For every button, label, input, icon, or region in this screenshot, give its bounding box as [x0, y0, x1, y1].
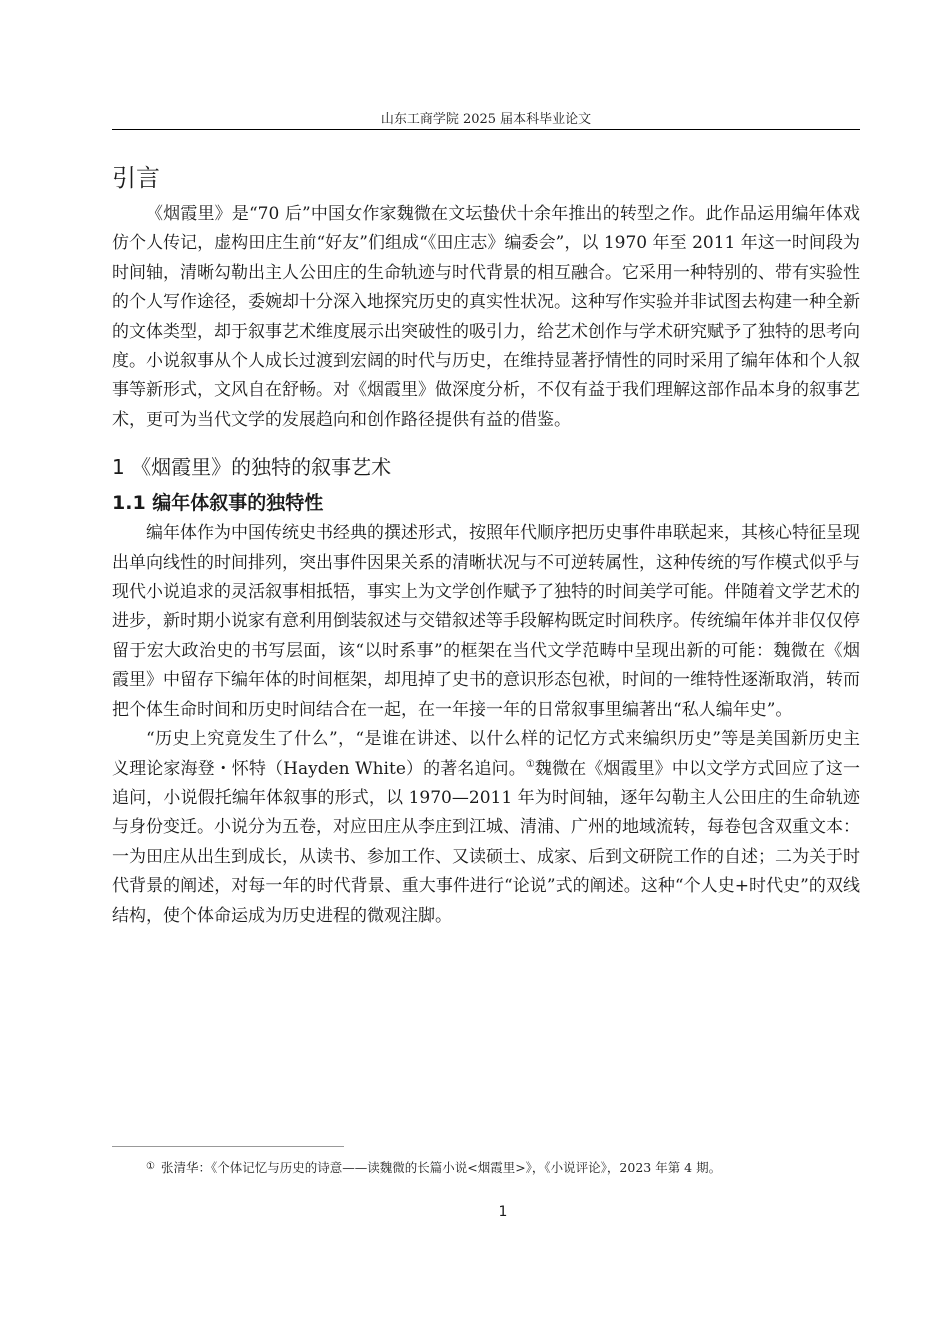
- section-1-1-paragraph-2: [112, 725, 860, 931]
- section-1-heading: 1 《烟霞里》的独特的叙事艺术: [112, 455, 392, 480]
- intro-paragraph: 《烟霞里》是“70 后”中国女作家魏微在文坛蛰伏十余年推出的转型之作。此作品运用编年体戏仿个人传记，虚构田庄生前“好友”们组成“《田庄志》编委会”，以 1970 年至 2011 年这一时间段为时间轴，清晰勾勒出主人公田庄的生命轨迹与时代背景的相互融合。它采用一种特别的、带有实验性的个人写作途径，委婉却十分深入地探究历史的真实性状况。这种写作实验并非试图去构建一种全新的文体类型，却于叙事艺术维度展示出突破性的吸引力，给艺术创作与学术研究赋予了独特的思考向度。小说叙事从个人成长过渡到宏阔的时代与历史，在维持显著抒情性的同时采用了编年体和个人叙事等新形式，文风自在舒畅。对《烟霞里》做深度分析，不仅有益于我们理解这部作品本身的叙事艺术，更可为当代文学的发展趋向和创作路径提供有益的借鉴。: [112, 204, 860, 430]
- section-1-1-paragraph-1: 编年体作为中国传统史书经典的撰述形式，按照年代顺序把历史事件串联起来，其核心特征呈现出单向线性的时间排列，突出事件因果关系的清晰状况与不可逆转属性，这种传统的写作模式似乎与现代小说追求的灵活叙事相抵牾，事实上为文学创作赋予了独特的时间美学可能。伴随着文学艺术的进步，新时期小说家有意利用倒装叙述与交错叙述等手段解构既定时间秩序。传统编年体并非仅仅停留于宏大政治史的书写层面，该“以时系事”的框架在当代文学范畴中呈现出新的可能：魏微在《烟霞里》中留存下编年体的时间框架，却甩掉了史书的意识形态包袱，时间的一维特性逐渐取消，转而把个体生命时间和历史时间结合在一起，在一年接一年的日常叙事里编著出“私人编年史”。: [112, 523, 860, 720]
- footnote-text: 张清华：《个体记忆与历史的诗意——读魏微的长篇小说<烟霞里>》，《小说评论》，2023 年第 4 期。: [160, 1160, 722, 1175]
- running-header: 山东工商学院 2025 届本科毕业论文: [380, 112, 592, 127]
- footnote: [146, 1158, 860, 1177]
- paragraph-2-text-before-note: “历史上究竟发生了什么”，“是谁在讲述、以什么样的记忆方式来编织历史”等是美国新历史主义理论家海登・怀特（Hayden White）的著名追问。: [112, 729, 860, 779]
- paragraph-2-text-after-note: 魏微在《烟霞里》中以文学方式回应了这一追问，小说假托编年体叙事的形式，以 1970—2011 年为时间轴，逐年勾勒主人公田庄的生命轨迹与身份变迁。小说分为五卷，对应田庄从李庄到江城、清浦、广州的地域流转，每卷包含双重文本：一为田庄从出生到成长，从读书、参加工作、又读硕士、成家、后到文研院工作的自述；二为关于时代背景的阐述，对每一年的时代背景、重大事件进行“论说”式的阐述。这种“个人史+时代史”的双线结构，使个体命运成为历史进程的微观注脚。: [112, 758, 861, 926]
- header-rule: [112, 129, 860, 130]
- page-body: [112, 156, 860, 931]
- page-number: 1: [498, 1204, 508, 1220]
- footnote-reference-mark[interactable]: ①: [525, 758, 535, 770]
- footnote-rule: [112, 1146, 344, 1147]
- intro-heading: 引言: [112, 164, 160, 192]
- footnote-mark: ①: [146, 1161, 155, 1172]
- section-1-1-heading: 1.1 编年体叙事的独特性: [112, 492, 324, 515]
